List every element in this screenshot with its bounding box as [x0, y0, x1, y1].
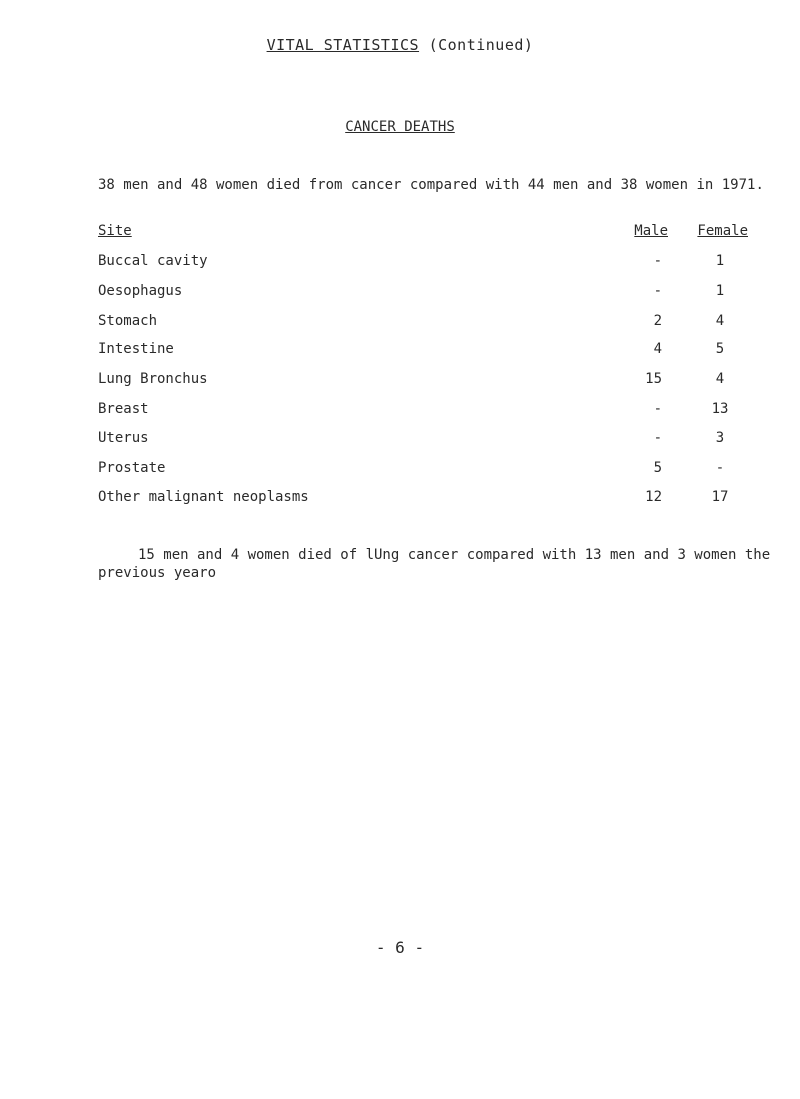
- row-male: 12: [645, 489, 662, 505]
- outro-line-2: previous yearo: [98, 565, 217, 581]
- table-row: [98, 460, 748, 480]
- row-male: 2: [653, 313, 662, 329]
- header-suffix: (Continued): [428, 36, 534, 54]
- row-male: 5: [653, 460, 662, 476]
- row-male: -: [653, 253, 662, 269]
- header-site: Site: [98, 223, 132, 239]
- row-female: 4: [715, 371, 725, 387]
- table-row: [98, 489, 748, 509]
- table-row: [98, 253, 748, 273]
- row-female: 4: [715, 313, 725, 329]
- outro-line-1: 15 men and 4 women died of lUng cancer compared with 13 men and 3 women the: [138, 547, 771, 563]
- row-site: Buccal cavity: [98, 253, 208, 269]
- outro-paragraph: [98, 546, 771, 582]
- table-row: [98, 313, 748, 333]
- row-site: Other malignant neoplasms: [98, 489, 309, 505]
- row-site: Oesophagus: [98, 283, 183, 299]
- row-female: 5: [715, 341, 725, 357]
- row-female: 1: [715, 253, 725, 269]
- header-title: VITAL STATISTICS: [266, 36, 420, 54]
- row-female: 17: [711, 489, 729, 505]
- page-number: - 6 -: [375, 938, 425, 957]
- row-male: 15: [645, 371, 662, 387]
- row-female: 13: [711, 401, 729, 417]
- table-row: [98, 401, 748, 421]
- header-female: Female: [697, 223, 748, 239]
- intro-paragraph: 38 men and 48 women died from cancer compared with 44 men and 38 women in 1971.: [98, 177, 764, 193]
- row-site: Prostate: [98, 460, 166, 476]
- table-row: [98, 371, 748, 391]
- row-site: Stomach: [98, 313, 158, 329]
- row-male: -: [653, 401, 662, 417]
- row-female: -: [715, 460, 725, 476]
- row-site: Intestine: [98, 341, 174, 357]
- row-male: 4: [653, 341, 662, 357]
- page-header: [0, 36, 800, 54]
- row-site: Lung Bronchus: [98, 371, 208, 387]
- row-female: 1: [715, 283, 725, 299]
- header-male: Male: [634, 223, 668, 239]
- section-title: CANCER DEATHS: [345, 119, 455, 135]
- table-row: [98, 283, 748, 303]
- row-site: Uterus: [98, 430, 149, 446]
- row-male: -: [653, 430, 662, 446]
- table-header: [98, 223, 748, 243]
- table-row: [98, 341, 748, 361]
- table-row: [98, 430, 748, 450]
- row-site: Breast: [98, 401, 149, 417]
- row-female: 3: [715, 430, 725, 446]
- row-male: -: [653, 283, 662, 299]
